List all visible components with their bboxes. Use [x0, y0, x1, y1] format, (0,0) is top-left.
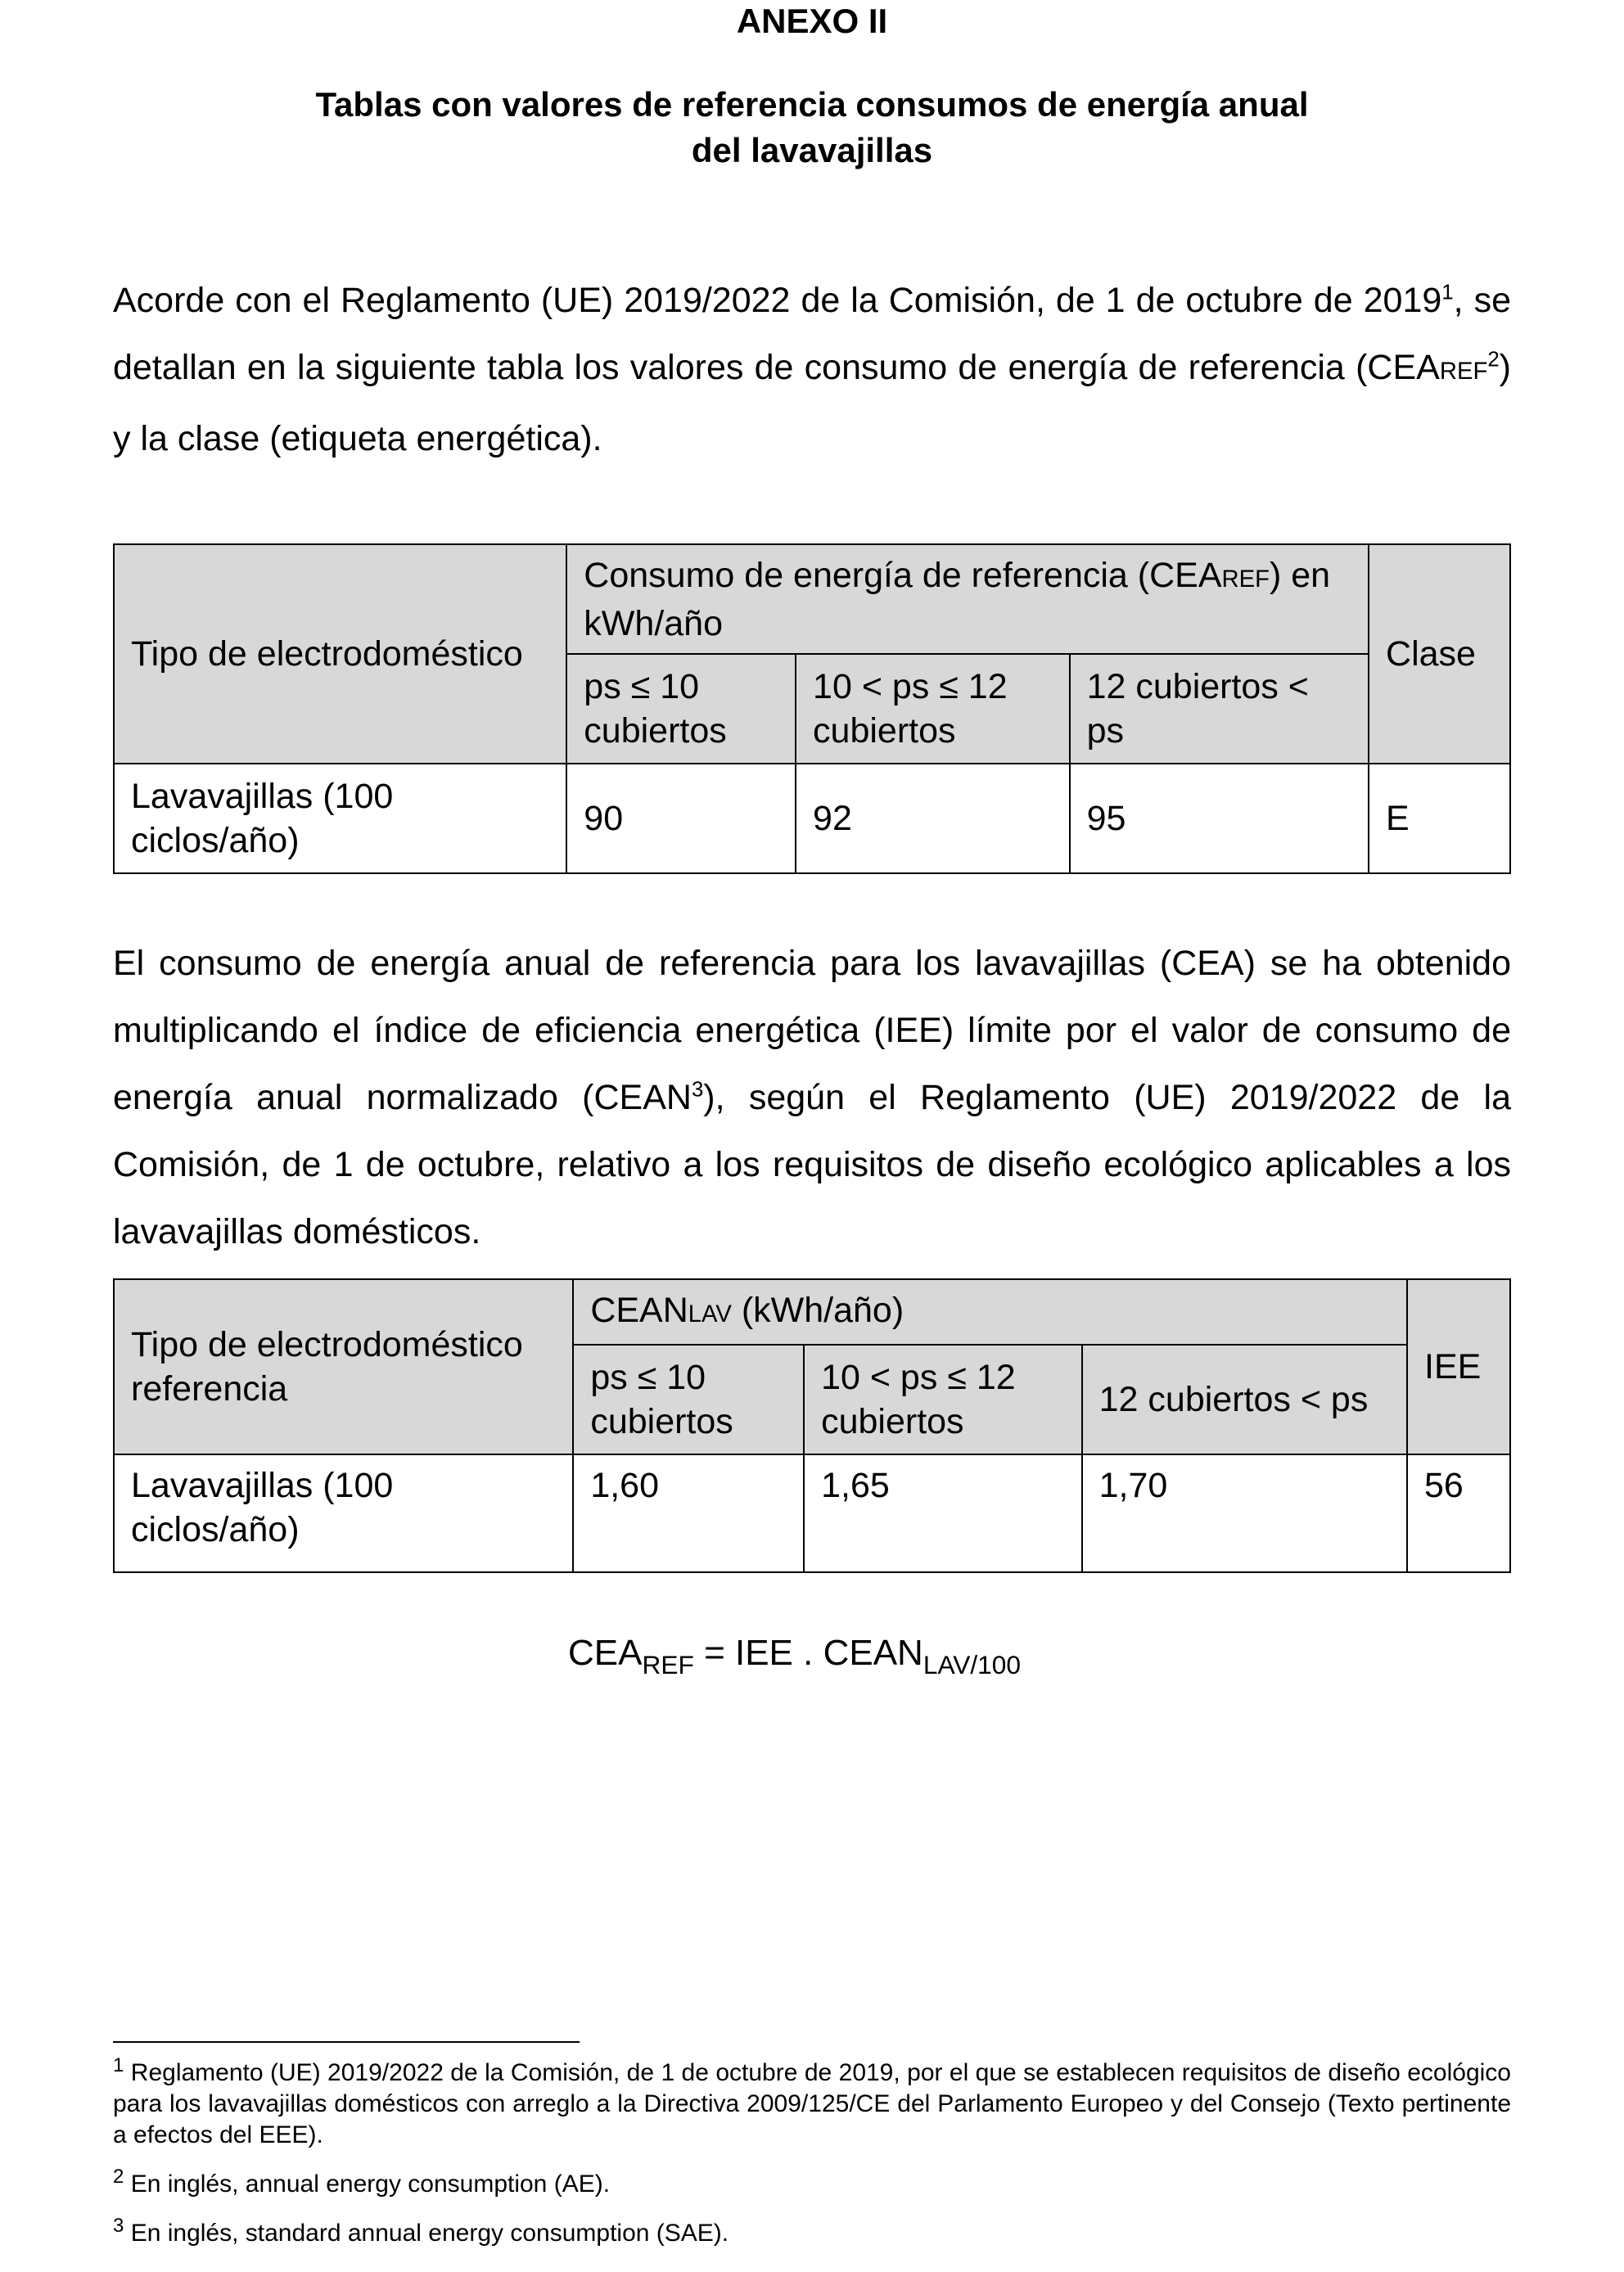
formula-lhs-subscript: REF	[642, 1650, 694, 1680]
document-title-line-2: del lavavajillas	[691, 131, 933, 169]
value-ps-le-10: 1,60	[573, 1454, 804, 1572]
formula	[568, 1630, 1021, 1680]
footnote-1	[113, 2054, 1511, 2151]
header-cean-text-post: (kWh/año)	[731, 1290, 904, 1330]
subheader-ps-le-10: ps ≤ 10 cubiertos	[573, 1345, 804, 1454]
footnote-number: 1	[113, 2054, 124, 2076]
row-appliance-label: Lavavajillas (100 ciclos/año)	[114, 1454, 573, 1572]
row-appliance-label: Lavavajillas (100 ciclos/año)	[114, 764, 566, 873]
subheader-ps-10-12: 10 < ps ≤ 12 cubiertos	[804, 1345, 1082, 1454]
intro-text-1: Acorde con el Reglamento (UE) 2019/2022 de la Comisión, de 1 de octubre de 2019	[113, 281, 1442, 320]
document-title	[113, 82, 1511, 174]
subheader-ps-le-10: ps ≤ 10 cubiertos	[566, 654, 796, 764]
value-class: E	[1369, 764, 1510, 873]
formula-rhs-subscript: LAV/100	[923, 1650, 1021, 1680]
intro-text-2: , se detallan en la siguiente tabla los valores de consumo de energía de referencia (CEA	[113, 281, 1511, 387]
subheader-ps-gt-12: 12 cubiertos < ps	[1070, 654, 1369, 764]
footnote-ref-1[interactable]: 1	[1441, 281, 1454, 304]
annex-title: ANEXO II	[736, 2, 888, 40]
value-ps-le-10: 90	[566, 764, 796, 873]
explanation-text-2: ), según el Reglamento (UE) 2019/2022 de la Comisión, de 1 de octubre, relativo a los requisitos de diseño ecológico aplicables a los lavavajillas domésticos.	[113, 1078, 1511, 1251]
footnote-text: Reglamento (UE) 2019/2022 de la Comisión, de 1 de octubre de 2019, por el que se establecen requisitos de diseño ecológico para los lavavajillas domésticos con arreglo a la Directiva 2009/125/CE del Parlamento Europeo y del Consejo (Texto pertinente a efectos del EEE).	[113, 2059, 1511, 2148]
header-cean-subscript: LAV	[688, 1301, 732, 1328]
table-row	[114, 1454, 1510, 1572]
footnote-separator	[113, 2041, 580, 2043]
intro-paragraph	[113, 267, 1511, 472]
footnote-text: En inglés, annual energy consumption (AE).	[130, 2171, 611, 2198]
header-appliance-type: Tipo de electrodoméstico	[114, 544, 566, 764]
header-cean-text-pre: CEAN	[590, 1290, 688, 1330]
value-ps-gt-12: 1,70	[1082, 1454, 1407, 1572]
intro-text-3: ) y la clase (etiqueta energética).	[113, 348, 1511, 458]
standard-consumption-table	[113, 1278, 1511, 1573]
subscript-ref: REF	[1439, 358, 1488, 385]
subheader-ps-10-12: 10 < ps ≤ 12 cubiertos	[796, 654, 1070, 764]
header-class: Clase	[1369, 544, 1510, 764]
header-ref-text-pre: Consumo de energía de referencia (CEA	[584, 555, 1222, 595]
footnote-number: 2	[113, 2166, 124, 2188]
value-ps-10-12: 92	[796, 764, 1070, 873]
footnote-ref-2[interactable]: 2	[1487, 348, 1500, 372]
document-title-line-1: Tablas con valores de referencia consumos de energía anual	[315, 85, 1309, 124]
header-reference-consumption	[566, 544, 1369, 654]
header-cean-lav	[573, 1279, 1407, 1345]
value-ps-10-12: 1,65	[804, 1454, 1082, 1572]
explanation-text-1: El consumo de energía anual de referencia para los lavavajillas (CEA) se ha obtenido multiplicando el índice de eficiencia energética (IEE) límite por el valor de consumo de energía anual normalizado (CEAN	[113, 944, 1511, 1117]
formula-mid: = IEE . CEAN	[693, 1633, 923, 1673]
value-ps-gt-12: 95	[1070, 764, 1369, 873]
header-iee: IEE	[1407, 1279, 1510, 1454]
footnote-2	[113, 2166, 1511, 2200]
header-ref-subscript: REF	[1221, 566, 1270, 593]
table-row	[114, 764, 1510, 873]
value-iee: 56	[1407, 1454, 1510, 1572]
header-appliance-type-reference: Tipo de electrodoméstico referencia	[114, 1279, 573, 1454]
explanation-paragraph	[113, 930, 1511, 1265]
subheader-ps-gt-12: 12 cubiertos < ps	[1082, 1345, 1407, 1454]
footnote-ref-3[interactable]: 3	[691, 1078, 704, 1102]
header-ref-text-post: ) en kWh/año	[584, 555, 1331, 643]
formula-lhs: CEA	[568, 1633, 643, 1673]
reference-consumption-table	[113, 543, 1511, 874]
footnote-number: 3	[113, 2215, 124, 2237]
footnote-3	[113, 2215, 1511, 2249]
footnote-text: En inglés, standard annual energy consumption (SAE).	[130, 2220, 729, 2247]
